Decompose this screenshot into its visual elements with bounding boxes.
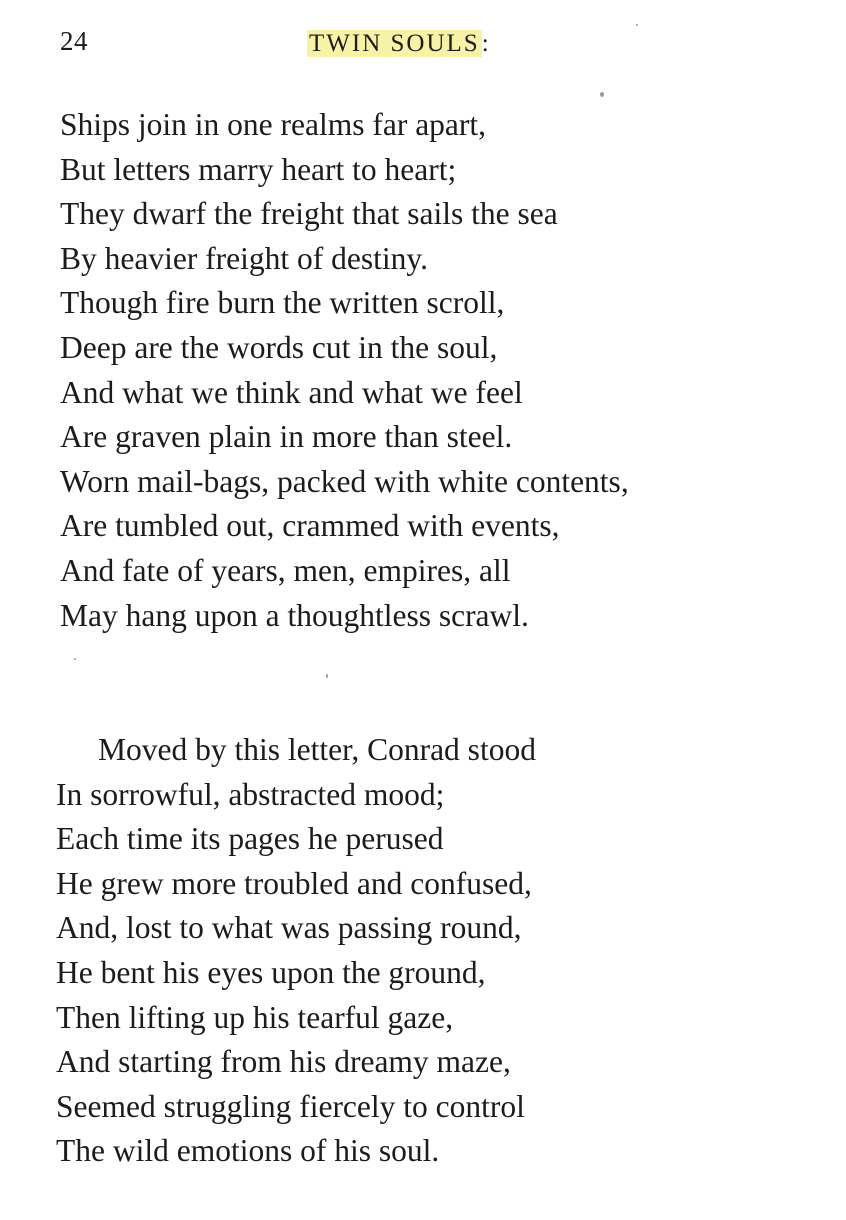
verse-line: And fate of years, men, empires, all xyxy=(60,552,511,588)
page-number: 24 xyxy=(60,26,88,56)
verse-line: Each time its pages he perused xyxy=(56,821,444,857)
verse-line: Moved by this letter, Conrad stood xyxy=(98,732,536,767)
print-speck xyxy=(636,24,638,26)
verse-line: He bent his eyes upon the ground, xyxy=(56,954,486,990)
print-speck xyxy=(600,92,604,97)
verse-line: And, lost to what was passing round, xyxy=(56,910,522,946)
verse-line: May hang upon a thoughtless scrawl. xyxy=(60,597,529,633)
verse-line: Ships join in one realms far apart, xyxy=(60,107,487,142)
print-speck xyxy=(326,674,328,678)
verse-line: Seemed struggling fiercely to control xyxy=(56,1088,525,1124)
verse-line: Worn mail-bags, packed with white contents, xyxy=(60,463,629,499)
highlighted-title: TWIN SOULS xyxy=(309,30,480,57)
running-title-punct: : xyxy=(481,30,491,57)
verse-line: And what we think and what we feel xyxy=(60,374,523,410)
verse-line: And starting from his dreamy maze, xyxy=(56,1044,511,1080)
verse-line: Though fire burn the written scroll, xyxy=(60,285,505,321)
verse-line: Then lifting up his tearful gaze, xyxy=(56,999,454,1035)
verse-line: In sorrowful, abstracted mood; xyxy=(56,776,445,812)
verse-line: But letters marry heart to heart; xyxy=(60,151,457,187)
stanza-1 xyxy=(60,103,629,638)
verse-line: Are graven plain in more than steel. xyxy=(60,419,513,455)
stanza-2 xyxy=(56,728,536,1174)
verse-line: By heavier freight of destiny. xyxy=(60,240,428,276)
verse-line: Deep are the words cut in the soul, xyxy=(60,329,498,365)
print-speck xyxy=(74,658,76,660)
verse-line: The wild emotions of his soul. xyxy=(56,1133,440,1169)
running-title xyxy=(307,30,491,58)
verse-line: They dwarf the freight that sails the sea xyxy=(60,196,558,232)
verse-line: He grew more troubled and confused, xyxy=(56,865,532,901)
verse-line: Are tumbled out, crammed with events, xyxy=(60,508,560,544)
